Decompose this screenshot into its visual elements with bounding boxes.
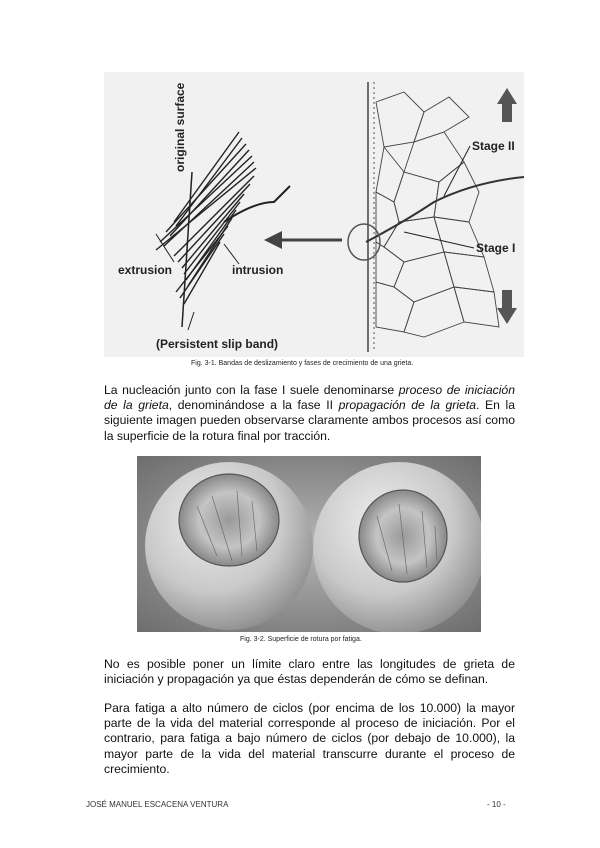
slip-band-hatching [156,132,256,304]
zoom-circle [348,224,380,260]
crack-line [224,186,290,222]
p1-text-b: , denominándose a la fase II [168,398,339,413]
label-extrusion: extrusion [118,263,173,277]
p1-text-a: La nucleación junto con la fase I suele denominarse [104,383,399,397]
label-persistent-slip-band: (Persistent slip band) [156,337,279,351]
intrusion-pointer [224,244,239,264]
footer-author: JOSÉ MANUEL ESCACENA VENTURA [86,800,229,809]
p1-italic-a: proceso de iniciación de la grieta [104,383,515,413]
p1-italic-b: propagación de la grieta [338,398,477,413]
paragraph-2: No es posible poner un límite claro entre las longitudes de grieta de iniciación y propagación ya que éstas dependerán de cómo se definan. [104,657,515,687]
label-stage-1: Stage I [476,241,516,255]
arrow-up-icon [497,88,517,122]
label-original-surface: original surface [173,82,187,172]
paragraph-3: Para fatiga a alto número de ciclos (por encima de los 10.000) la mayor parte de la vida del material corresponde al proceso de iniciación. Por el contrario, para fatiga a bajo número de ciclos (por debajo de 10.000), la mayor parte de la vida del material transcurre durante el proceso de crecimiento. [104,701,515,776]
grain-structure [368,82,499,352]
band-pointer [188,312,194,330]
paragraph-1 [104,383,515,444]
fracture-surface-image [137,456,481,632]
label-intrusion: intrusion [232,263,284,277]
slip-band-diagram [104,72,524,357]
surface-line [182,172,192,327]
p1-text-c: . En la siguiente imagen pueden observarse claramente ambos procesos así como la superficie de la rotura final por tracción. [104,398,516,443]
figure-fracture-photo [137,456,481,632]
arrow-left-icon [264,231,342,249]
arrow-down-icon [497,290,517,324]
footer-page-number: - 10 - [487,800,506,809]
figure1-caption: Fig. 3-1. Bandas de deslizamiento y fases de crecimiento de una grieta. [191,360,414,367]
figure-slip-bands [104,72,524,357]
figure2-caption: Fig. 3-2. Superficie de rotura por fatiga. [240,636,362,643]
grain-crack [366,177,524,242]
label-stage-2: Stage II [472,139,515,153]
